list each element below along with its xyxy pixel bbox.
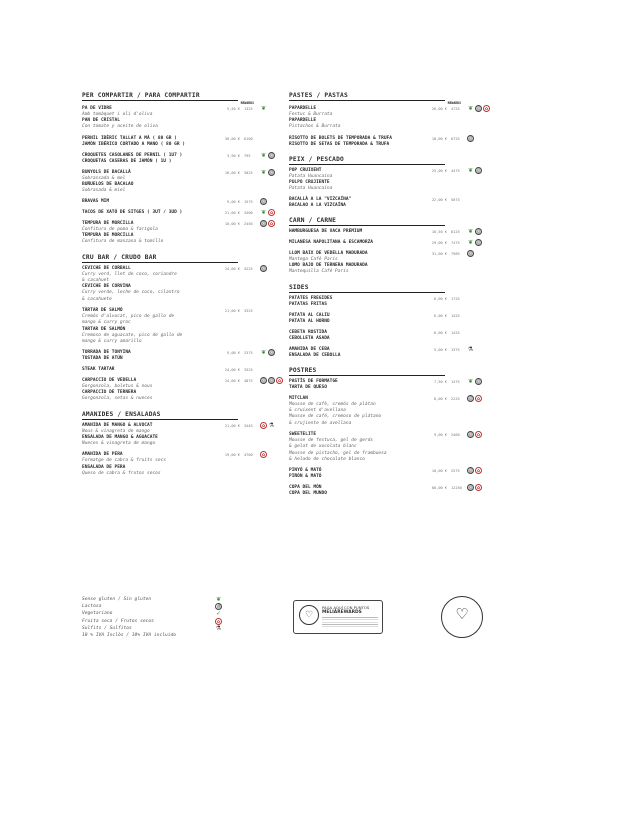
dish-name: SWEETELITE [289,431,317,437]
nuts-icon: ✿ [269,221,274,227]
nuts-icon: ✿ [476,485,481,491]
legend-row [82,610,242,617]
menu-section [82,411,282,477]
dish-description: mango & curry amarillo [82,338,142,344]
rewards-points: 1325 [244,107,253,111]
dish-description: Con tomate y aceite de oliva [82,124,158,130]
menu-item [82,423,292,448]
dish-name: AMANIDA DE PERA [82,452,123,458]
legend-row [82,625,242,632]
menu-section [82,254,282,403]
rewards-points: 8125 [451,230,460,235]
menu-item [289,296,499,308]
dish-description: Sobrasada & miel [82,187,126,193]
vegan-icon: ❦ [260,209,267,217]
allergen-icons [467,467,482,474]
dish-price: 10,00 € [431,469,447,474]
vegan-icon: ❦ [260,349,267,357]
dish-price: 6,00 € [434,313,447,318]
gluten-icon: Ⓖ [468,468,473,474]
rewards-points: 7475 [451,241,460,246]
dish-name: AMANIDA DE CEBA [289,346,330,352]
allergen-icons [260,377,283,384]
rewards-points: 4475 [451,168,460,173]
rewards-badge-line2: MELIÁREWARDS [322,610,362,615]
vat-note: 10 % IVA Inclòs / 10% IVA incluido [82,633,177,639]
dish-name: RISOTTO DE SETAS DE TEMPORADA & TRUFA [289,141,390,147]
allergen-icons [467,431,482,438]
dish-description: Mousse de festuca, gel de gerds [289,437,373,443]
dish-name: PATATA AL HORNO [289,318,330,324]
dish-description: & cacahuete [82,296,112,302]
gluten-icon: Ⓖ [269,169,274,175]
dish-price: 25,00 € [431,168,447,173]
allergen-icons [467,228,482,235]
menu-item [289,313,499,325]
menu-item [289,136,499,148]
menu-section [82,92,282,246]
dish-description: Amb tomàquet i oli d'oliva [82,112,153,117]
dish-description: Nous & vinagreta de mango [82,428,150,434]
legend-label: Lactosa [82,604,102,610]
menu-item [82,378,292,403]
dish-name: PATATES FREGIDES [289,295,333,301]
section-title: PER COMPARTIR / PARA COMPARTIR [82,92,238,101]
dish-price: 5,00 € [434,347,447,352]
dish-name: COPA DEL MUNDO [289,491,327,497]
vegan-icon: ❦ [467,239,474,247]
nuts-icon: ✿ [216,618,221,624]
allergen-icons [467,105,490,112]
allergen-icons [467,239,482,246]
dish-price: 6,00 € [434,296,447,301]
allergen-icons [467,346,474,353]
menu-item [82,221,292,246]
legend-row [82,596,242,603]
legend-row [82,603,242,610]
dish-description: & gelat de xocolata blanc [289,444,357,450]
nuts-icon: ✿ [277,378,282,384]
dish-name: PA DE VIDRE [82,106,112,111]
dish-name: JAMÓN IBÉRICO CORTADO A MANO ( 80 GR ) [82,141,185,147]
dish-description: & crujiente de avellana [289,420,352,426]
menu-item [82,153,292,165]
dish-description: Mousse de pistacho, gel de frambuesa [289,450,387,456]
check-icon: ✓ [215,610,222,618]
dish-name: TARTA DE QUESO [289,384,327,390]
section-title: CARN / CARNE [289,217,445,226]
heart-logo-icon: ♡ [299,605,319,625]
menu-item [289,468,499,480]
rewards-fine-print [322,617,378,627]
dish-description: Cremoso de aguacate, pico de gallo de [82,332,183,338]
melia-rewards-badge [293,600,383,634]
dish-price: 24,00 € [224,379,240,384]
gluten-icon: Ⓖ [261,265,266,271]
dish-description: Pistachos & Burrata [289,124,341,130]
allergen-icons [260,265,267,272]
rewards-points: 4875 [244,379,253,384]
allergen-icons [260,451,267,458]
menu-item [289,229,499,235]
dish-name: CEBETA ROSTIDA [289,329,327,335]
nuts-icon: ✿ [261,452,266,458]
rewards-points: 1375 [451,347,460,352]
rewards-points: 1725 [451,296,460,301]
gluten-icon: Ⓖ [269,152,274,158]
dish-name: ENSALADA DE MANGO & AGUACATE [82,435,158,441]
dish-price: 9,00 € [227,200,240,205]
menu-section [289,92,499,148]
dish-price: 18,00 € [431,136,447,141]
menu-item [82,210,292,216]
allergen-icons [467,378,482,385]
dish-price: 29,00 € [431,241,447,246]
legend-label: Sense gluten / Sin gluten [82,597,152,602]
legend-label: Sulfits / Sulfitos [82,625,132,631]
dish-name: LLOM BAIX DE VEDELLA MADURADA [289,251,368,257]
menu-item [289,330,499,342]
menu-item [289,396,499,427]
gluten-icon: Ⓖ [468,251,473,257]
dish-description: Cremós d'alvocat, pico de gallo de [82,313,175,319]
dish-description: & helado de chocolate blanco [289,456,365,462]
dish-description: Formatge de cabra & fruits secs [82,458,166,464]
dish-name: CROQUETAS CASERAS DE JAMÓN ( 1U ) [82,158,172,164]
nuts-icon: ✿ [476,468,481,474]
dish-price: 16,50 € [431,230,447,235]
allergen-icons [467,250,474,257]
dish-description: Mousse de café, cremoso de plátano [289,414,382,420]
menu-item [289,251,499,276]
menu-item [82,308,292,345]
dish-name: TACOS DE XATÓ DE SITGES ( 3UT / 3UD ) [82,210,183,216]
rewards-points: 3400 [244,211,253,216]
menu-item [82,199,292,205]
dish-price: 21,00 € [224,211,240,216]
vegan-icon: ❦ [467,166,474,174]
dish-name: TEMPURA DE MORCILLA [82,221,134,227]
dish-description: Patata Huancaína [289,173,333,179]
gluten-icon: Ⓖ [468,395,473,401]
dish-name: BUÑUELOS DE BACALAO [82,181,134,187]
gluten-icon: Ⓖ [468,135,473,141]
right-column [289,92,499,505]
allergen-icons [467,484,482,491]
dish-description: Curry verde, leche de coco, cilantro [82,290,180,296]
dish-name: PATATA AL CALIU [289,312,330,318]
gluten-icon: Ⓖ [269,350,274,356]
dish-name: PAPARDELLE [289,106,317,111]
dish-name: PINYÓ & MATÓ [289,468,322,474]
menu-section [289,284,499,359]
gluten-icon: Ⓖ [468,431,473,437]
nuts-icon: ✿ [261,422,266,428]
dish-description: Mantega Café Paris [289,257,338,263]
vegan-icon: ❦ [260,105,267,112]
gluten-icon: Ⓖ [476,106,481,111]
dish-name: RISOTTO DE BOLETS DE TEMPORADA & TRUFA [289,135,392,141]
dish-price: 6,00 € [434,330,447,335]
rewards-column-header: REWARDS [447,101,461,105]
dish-name: CROQUETES CASOLANES DE PERNIL ( 1U7 ) [82,152,183,158]
gluten-icon: Ⓖ [261,199,266,205]
left-column [82,92,282,485]
dish-price: 26,00 € [431,107,447,111]
dish-price: 19,00 € [224,453,240,458]
dish-description: Queso de cabra & frutos secos [82,470,161,476]
dish-price: 8,00 € [434,396,447,401]
dish-price: 9,00 € [227,351,240,356]
dish-price: 24,00 € [224,266,240,271]
gluten-icon: Ⓖ [216,604,221,610]
rewards-points: 1475 [451,379,460,384]
dish-description: Gorgonzola, boletus & nous [82,384,153,390]
dish-description: mango & curry groc [82,320,131,326]
rewards-points: 6100 [244,136,253,141]
dish-price: 16,00 € [224,170,240,175]
sulphite-icon: ⚗ [467,345,474,353]
gluten-icon: Ⓖ [269,378,274,384]
dish-price: 10,00 € [224,222,240,227]
dish-name: ENSALADA DE PERA [82,464,126,470]
menu-item [289,197,499,209]
legend-row [82,618,242,625]
dish-name: TOSTADA DE ATÚN [82,356,123,362]
allergen-icons [260,105,267,112]
gluten-icon: Ⓖ [476,240,481,246]
dish-name: BRAVAS MIM [82,199,110,205]
dish-description: Patata Huancaína [289,185,333,191]
dish-name: PATATAS FRITAS [289,301,327,307]
dish-name: PULPO CRUJIENTE [289,179,330,185]
allergen-icons [260,152,275,159]
rewards-points: 2375 [244,351,253,356]
rewards-points: 1425 [451,313,460,318]
allergen-icons [260,220,275,227]
allergen-icons [260,209,275,216]
menu-item [289,347,499,359]
allergen-icons [467,135,474,142]
dish-price: 21,00 € [224,308,240,313]
nuts-icon: ✿ [476,395,481,401]
dish-price: 24,00 € [224,368,240,373]
menu-section [289,367,499,497]
dish-description: Gorgonzola, setas & nueces [82,396,153,402]
menu-item [82,266,292,303]
rewards-points: 1425 [451,330,460,335]
gluten-icon: Ⓖ [261,221,266,227]
dish-name: PAN DE CRISTAL [82,118,120,124]
nuts-icon: ✿ [476,431,481,437]
allergen-icons [260,169,275,176]
menu-item [82,452,292,477]
dish-name: AMANIDA DE MANGO & ALVOCAT [82,422,153,428]
dish-name: PIÑÓN & MATÓ [289,474,322,480]
dish-name: STEAK TARTAR [82,367,115,373]
menu-item [82,106,292,131]
menu-item [289,168,499,193]
dish-description: Mousse de cafè, cremós de plàtan [289,401,376,407]
dish-name: CARPACCIO DE VEDELLA [82,378,137,384]
menu-section [289,156,499,210]
gluten-icon: Ⓖ [468,485,473,491]
rewards-points: 4225 [244,266,253,271]
dish-name: CEVICHE DE CORBALL [82,265,131,271]
dish-price: 9,00 € [434,432,447,437]
dish-name: TÀRTAR DE SALMÓ [82,307,123,313]
rewards-points: 4700 [244,453,253,458]
allergen-icons [467,395,482,402]
dish-description: Curry verd, llet de coco, coriandre [82,271,177,277]
rewards-points: 2450 [244,222,253,227]
menu-item [82,350,292,362]
vegan-icon: ❦ [467,228,474,236]
dish-name: HAMBURGUESA DE VACA PREMIUM [289,229,363,235]
dish-name: BACALLÀ A LA "VIZCAÍNA" [289,197,352,203]
allergen-icons [260,349,275,356]
rewards-points: 2575 [451,469,460,474]
rewards-points: 3445 [244,423,253,428]
dish-name: MILANESA NAPOLITANA & ESCAMORZA [289,240,373,246]
menu-item [289,106,499,131]
vegan-icon: ❦ [467,377,474,385]
vegan-icon: ❦ [260,151,267,159]
gluten-icon: Ⓖ [476,229,481,235]
menu-item [289,240,499,246]
rewards-points: 3325 [244,308,253,313]
dish-price: 30,00 € [224,136,240,141]
rewards-points: 795 [244,153,251,158]
sulphite-icon: ⚗ [215,624,222,632]
vegan-icon: ❦ [260,168,267,176]
dish-name: PAPARDELLE [289,118,317,124]
dish-price: 3,90 € [227,153,240,158]
section-title: PASTES / PASTAS [289,92,445,101]
dish-name: TEMPURA DE MORCILLA [82,233,134,239]
rewards-points: 5075 [451,198,460,203]
dish-name: TORRADA DE TONYINA [82,350,131,356]
dish-name: LOMO BAJO DE TERNERA MADURADA [289,263,368,269]
menu-section [289,217,499,276]
rewards-badge-line1: PAGA AQUÍ CON PUNTOS [322,605,370,610]
menu-item [289,485,499,497]
allergen-icons [260,422,275,429]
section-title: POSTRES [289,367,445,376]
section-title: SIDES [289,284,445,293]
dish-price: 7,50 € [434,379,447,384]
dish-description: Mantequilla Café París [289,269,349,275]
menu-item [82,367,292,373]
gluten-icon: Ⓖ [476,167,481,173]
menu-item [82,136,292,148]
allergen-icons [467,167,482,174]
dish-name: COPA DEL MÓN [289,485,322,491]
allergen-legend [82,596,242,639]
dish-description: Confitura de poma & farigola [82,227,158,233]
dish-name: CARPACCIO DE TERNERA [82,390,137,396]
dish-price: 21,00 € [224,423,240,428]
rewards-column-header: REWARDS [240,101,254,105]
dish-description: Confitura de manzana & tomillo [82,239,164,245]
gluten-icon: Ⓖ [476,378,481,384]
round-seal-logo [441,596,483,638]
rewards-points: 3025 [244,170,253,175]
sulphite-icon: ⚗ [268,421,275,429]
heart-seal-icon: ♡ [456,604,468,625]
vegan-icon: ❦ [215,596,222,603]
rewards-points: 2460 [451,432,460,437]
rewards-points: 2225 [451,396,460,401]
menu-item [82,170,292,195]
dish-name: CEBOLLETA ASADA [289,335,330,341]
dish-price: 22,00 € [431,198,447,203]
dish-name: BUNYOLS DE BACALLÀ [82,169,131,175]
menu-item [289,432,499,463]
rewards-points: 12250 [451,486,462,491]
section-title: PEIX / PESCADO [289,156,445,165]
dish-description: & cruixent d'avellana [289,408,346,414]
dish-description: Festuc & Burrata [289,112,333,117]
dish-name: BACALAO A LA VIZCAÍNA [289,203,346,209]
dish-price: 5,50 € [227,107,240,111]
rewards-points: 6725 [451,136,460,141]
dish-price: 68,00 € [431,486,447,491]
allergen-icons [260,198,267,205]
section-title: AMANIDES / ENSALADAS [82,411,238,420]
dish-name: MITCLAN [289,395,308,401]
nuts-icon: ✿ [269,210,274,216]
legend-label: Vegetariano [82,611,113,617]
dish-name: ENSALADA DE CEBOLLA [289,352,341,358]
dish-description: Nueces & vinagreta de mango [82,441,156,447]
rewards-points: 7985 [451,252,460,257]
vegan-icon: ❦ [467,105,474,112]
nuts-icon: ✿ [484,106,489,111]
dish-name: TARTAR DE SALMÓN [82,326,126,332]
dish-price: 31,00 € [431,252,447,257]
dish-description: Sobrassada & mel [82,175,126,181]
rewards-points: 1575 [244,200,253,205]
dish-name: POP CRUIXENT [289,167,322,173]
dish-name: CEVICHE DE CORVINA [82,284,131,290]
legend-label: Fruita seca / Frutos secos [82,618,154,624]
dish-name: PERNIL IBÈRIC TALLAT A MÀ ( 80 GR ) [82,135,177,141]
rewards-points: 3325 [244,368,253,373]
dish-description: & cacahuet [82,278,110,284]
gluten-icon: Ⓖ [261,378,266,384]
rewards-points: 4725 [451,107,460,111]
dish-name: PASTÍS DE FORMATGE [289,378,338,384]
section-title: CRU BAR / CRUDO BAR [82,254,238,263]
menu-item [289,379,499,391]
